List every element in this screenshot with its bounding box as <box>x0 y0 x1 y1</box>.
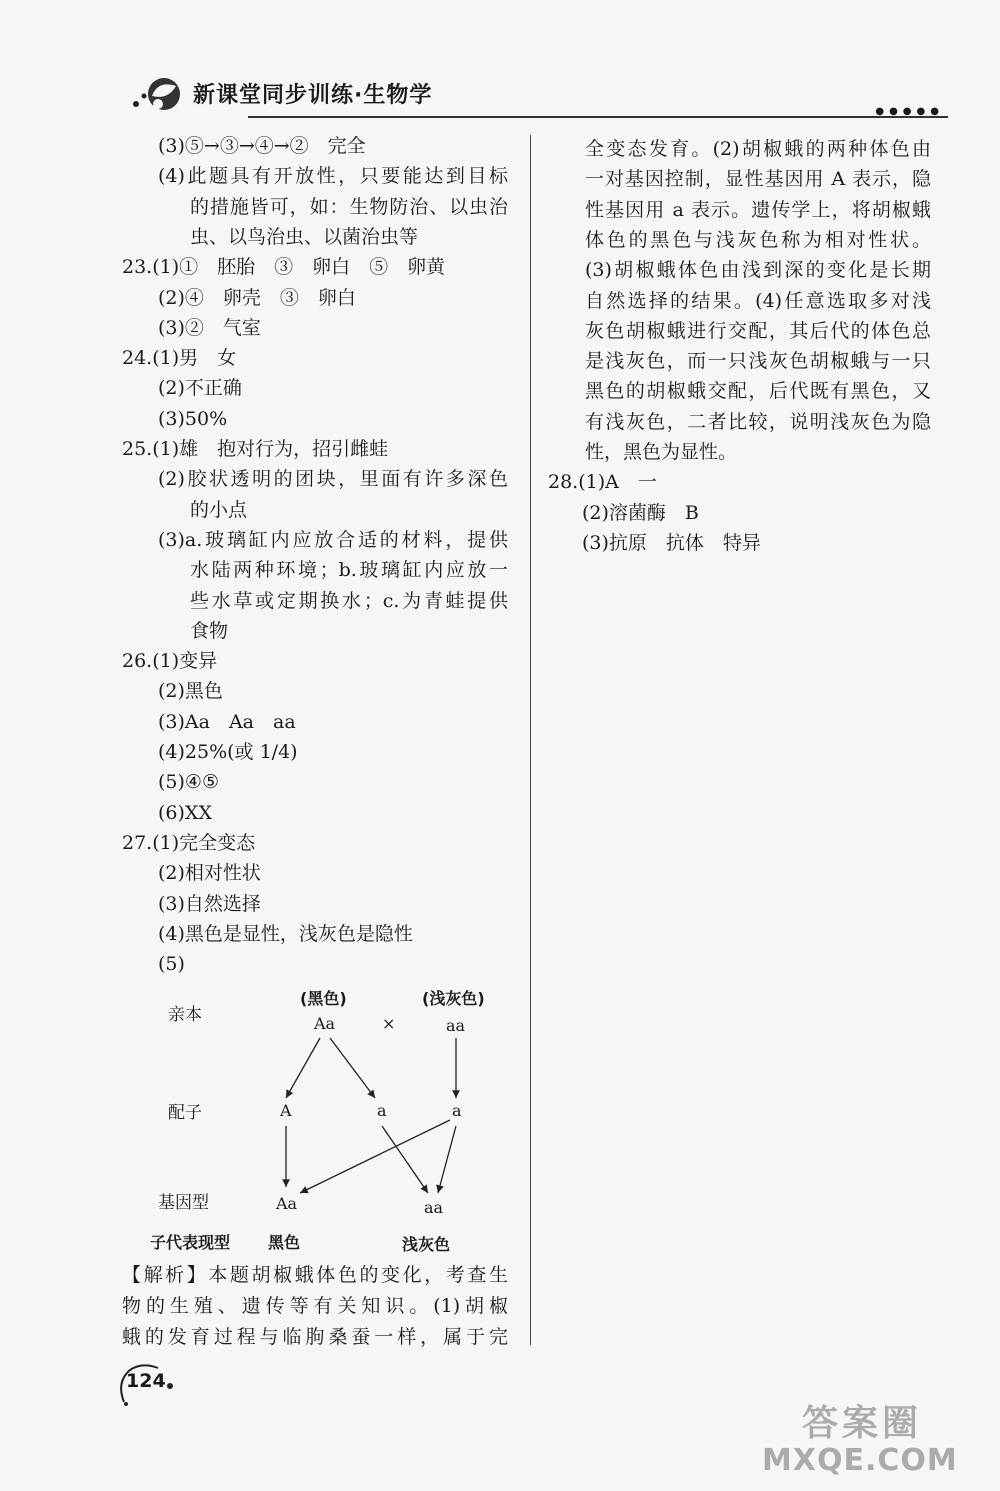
parent1-genotype: Aa <box>314 1014 336 1033</box>
left-column-line: 虫、以鸟治虫、以菌治虫等 <box>190 225 419 248</box>
gamete-a-2: a <box>452 1101 462 1120</box>
right-column-line: 28.(1)A 一 <box>548 471 657 494</box>
left-column-line: 23.(1)① 胚胎 ③ 卵白 ⑤ 卵黄 <box>122 256 446 279</box>
cross-symbol: × <box>382 1014 396 1033</box>
left-column-line: (4)黑色是显性，浅灰色是隐性 <box>158 922 413 945</box>
left-column-line: 24.(1)男 女 <box>122 347 237 370</box>
gamete-label: 配子 <box>168 1103 202 1123</box>
right-column-line: (3)抗原 抗体 特异 <box>582 531 761 554</box>
right-column-line: 自然选择的结果。(4)任意选取多对浅 <box>585 289 931 312</box>
page-number-text: 124 <box>126 1370 166 1392</box>
left-column-line: (2)④ 卵壳 ③ 卵白 <box>158 286 356 309</box>
left-column-line: 25.(1)雄 抱对行为，招引雌蛙 <box>122 438 389 460</box>
offspring-Aa: Aa <box>276 1194 298 1213</box>
arrow-a-to-aa <box>382 1126 428 1193</box>
right-column-line: 性，黑色为显性。 <box>585 441 738 463</box>
header-title: 新课堂同步训练·生物学 <box>193 83 433 108</box>
left-column-line: (2)不正确 <box>158 377 242 400</box>
parent2-phenotype: (浅灰色) <box>422 989 485 1008</box>
parent2-genotype: aa <box>446 1016 466 1035</box>
page-number <box>118 1362 178 1408</box>
left-column-line: (3)⑤→③→④→② 完全 <box>158 135 366 157</box>
left-column-line: (6)XX <box>158 801 212 824</box>
parent1-phenotype: (黑色) <box>300 989 347 1008</box>
analysis-line: 物的生殖、遗传等有关知识。(1)胡椒 <box>122 1295 508 1317</box>
analysis-line: 【解析】本题胡椒蛾体色的变化，考查生 <box>122 1264 508 1286</box>
right-column-line: 一对基因控制，显性基因用 A 表示，隐 <box>585 168 931 191</box>
left-column-line: (2)黑色 <box>158 680 223 703</box>
right-column-line: (2)溶菌酶 B <box>582 501 699 524</box>
left-column-line: 的措施皆可，如：生物防治、以虫治 <box>190 195 508 218</box>
right-column-line: (3)胡椒蛾体色由浅到深的变化是长期 <box>585 259 931 282</box>
book-logo-icon <box>128 74 182 114</box>
arrow-a2-to-aa <box>438 1126 456 1193</box>
offspring2-phenotype: 浅灰色 <box>402 1235 451 1254</box>
left-column-line: (4)此题具有开放性，只要能达到目标 <box>158 165 508 188</box>
header-rule <box>248 116 948 118</box>
left-column-line: 水陆两种环境；b.玻璃缸内应放一 <box>190 559 508 582</box>
parent-label: 亲本 <box>168 1005 202 1025</box>
right-column-line: 灰色胡椒蛾进行交配，其后代的体色总 <box>585 319 931 342</box>
gamete-A: A <box>280 1101 292 1120</box>
arrow-a2-to-Aa <box>300 1120 450 1193</box>
right-column-line: 全变态发育。(2)胡椒蛾的两种体色由 <box>585 138 931 160</box>
left-column-line: (3)a.玻璃缸内应放合适的材料，提供 <box>158 528 508 551</box>
offspring-aa: aa <box>424 1198 444 1217</box>
left-column-line: (2)相对性状 <box>158 862 261 885</box>
page-header <box>118 70 948 120</box>
offspring1-phenotype: 黑色 <box>268 1233 301 1252</box>
right-column-line: 是浅灰色，而一只浅灰色胡椒蛾与一只 <box>585 350 931 373</box>
left-column-line: (3)50% <box>158 407 228 430</box>
left-column-line: 27.(1)完全变态 <box>122 831 256 854</box>
left-column-line: 的小点 <box>190 498 248 521</box>
watermark-logo: 答案圈 <box>802 1403 923 1444</box>
left-column-line: (3)自然选择 <box>158 892 261 915</box>
phenotype-label: 子代表现型 <box>150 1233 231 1252</box>
left-column-line: (2)胶状透明的团块，里面有许多深色 <box>158 468 508 491</box>
watermark-url: MXQE.COM <box>762 1443 958 1478</box>
column-divider <box>530 135 531 1345</box>
left-column-line: (5) <box>158 953 185 976</box>
left-column-line: 26.(1)变异 <box>122 650 218 673</box>
left-column-line: (3)Aa Aa aa <box>158 710 296 733</box>
genetics-cross-diagram <box>150 980 520 1245</box>
header-dots: ●●●●● <box>875 106 944 117</box>
genotype-label: 基因型 <box>158 1193 209 1213</box>
gamete-a-1: a <box>377 1101 387 1120</box>
watermark <box>702 1395 962 1485</box>
analysis-line: 蛾的发育过程与临朐桑蚕一样，属于完 <box>122 1326 508 1348</box>
right-column-line: 有浅灰色，二者比较，说明浅灰色为隐 <box>585 410 931 433</box>
left-column-line: (3)② 气室 <box>158 316 261 339</box>
left-column-line: (4)25%(或 1/4) <box>158 741 298 763</box>
left-column-line: 些水草或定期换水；c.为青蛙提供 <box>190 589 508 612</box>
left-column-line: 食物 <box>190 619 229 642</box>
right-column-line: 性基因用 a 表示。遗传学上，将胡椒蛾 <box>585 198 931 221</box>
left-column-line: (5)④⑤ <box>158 771 219 794</box>
right-column-line: 黑色的胡椒蛾交配，后代既有黑色，又 <box>585 380 931 403</box>
right-column-line: 体色的黑色与浅灰色称为相对性状。 <box>585 228 931 251</box>
arrow-aa-to-a <box>330 1038 375 1098</box>
arrow-aa-to-A <box>286 1038 320 1098</box>
